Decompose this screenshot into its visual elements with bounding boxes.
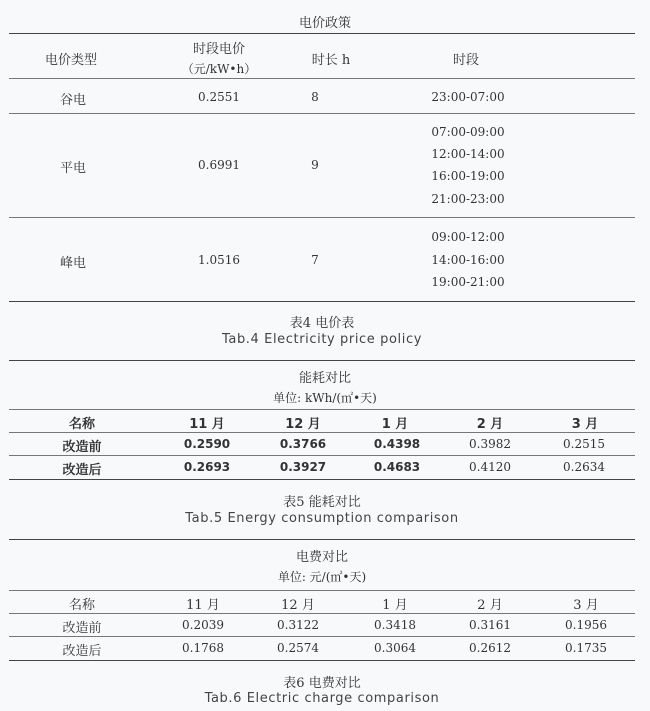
table4-cell-period: 23:00-07:00 xyxy=(431,90,505,104)
table4-cell-type: 谷电 xyxy=(59,93,87,108)
table4-cell-hours: 7 xyxy=(311,253,319,267)
table5-cell-value: 0.3766 xyxy=(279,437,327,451)
table5-cell-value: 0.2693 xyxy=(183,460,231,474)
table6-cell-value: 0.3122 xyxy=(277,618,319,632)
table6-cell-value: 0.3161 xyxy=(469,618,511,632)
table5-header-month: 11 月 xyxy=(189,417,225,432)
table6-cell-value: 0.1956 xyxy=(565,618,607,632)
table6-cell-value: 0.3418 xyxy=(374,618,416,632)
table4-cell-period: 12:00-14:00 xyxy=(431,147,505,161)
table4-rule-header xyxy=(9,78,635,79)
table4-cell-period: 14:00-16:00 xyxy=(431,253,505,267)
table6-header-month: 1 月 xyxy=(382,598,408,613)
table5-rule-row1 xyxy=(9,455,635,456)
table4-cell-price: 0.6991 xyxy=(198,158,240,172)
table5-header-month: 1 月 xyxy=(381,417,409,432)
table5-cell-value: 0.4683 xyxy=(373,460,421,474)
table4-header-period: 时段 xyxy=(452,53,480,68)
table6-cell-value: 0.1768 xyxy=(182,641,224,655)
table5-header-month: 2 月 xyxy=(476,417,504,432)
table6-rule-header-top xyxy=(9,590,635,591)
table6-cell-value: 0.3064 xyxy=(374,641,416,655)
table5-cell-value: 0.2590 xyxy=(183,437,231,451)
table5-header-month: 3 月 xyxy=(571,417,599,432)
table4-cell-type: 平电 xyxy=(59,161,87,176)
table6-caption-en: Tab.6 Electric charge comparison xyxy=(204,691,440,706)
table5-caption-zh: 表5 能耗对比 xyxy=(283,495,361,510)
table5-cell-value: 0.2515 xyxy=(563,437,605,451)
table4-cell-period: 09:00-12:00 xyxy=(431,230,505,244)
table5-rule-bottom xyxy=(9,479,635,480)
table5-header-month: 12 月 xyxy=(285,417,321,432)
table5-rule-header xyxy=(9,432,635,433)
table5-cell-value: 0.4398 xyxy=(373,437,421,451)
table4-header-type: 电价类型 xyxy=(44,53,98,68)
table6-cell-value: 0.1735 xyxy=(565,641,607,655)
table6-cell-value: 0.2574 xyxy=(277,641,319,655)
table4-cell-period: 16:00-19:00 xyxy=(431,169,505,183)
table4-cell-price: 1.0516 xyxy=(198,253,240,267)
table4-caption-zh: 表4 电价表 xyxy=(289,316,355,331)
table6-header-month: 12 月 xyxy=(281,598,315,613)
table4-cell-period: 19:00-21:00 xyxy=(431,275,505,289)
table4-header-price: 时段电价 xyxy=(192,42,246,57)
table5-rule-top xyxy=(9,360,635,361)
table6-header-month: 2 月 xyxy=(477,598,503,613)
table6-header-name: 名称 xyxy=(68,598,96,613)
table5-cell-name: 改造前 xyxy=(62,440,102,455)
table5-caption-en: Tab.5 Energy consumption comparison xyxy=(185,511,459,526)
table4-cell-type: 峰电 xyxy=(59,256,87,271)
table4-title: 电价政策 xyxy=(298,16,352,31)
table6-cell-value: 0.2612 xyxy=(469,641,511,655)
table5-cell-value: 0.2634 xyxy=(563,460,605,474)
table4-rule-row2 xyxy=(9,217,635,218)
table5-header-name: 名称 xyxy=(68,417,96,432)
table5-unit: 单位: kWh/(㎡•天) xyxy=(273,391,377,405)
table4-cell-period: 21:00-23:00 xyxy=(431,192,505,206)
table6-cell-name: 改造前 xyxy=(62,621,102,636)
table6-header-month: 3 月 xyxy=(573,598,599,613)
table6-unit: 单位: 元/(㎡•天) xyxy=(277,570,367,584)
table6-cell-name: 改造后 xyxy=(62,644,102,659)
table6-caption-zh: 表6 电费对比 xyxy=(283,676,361,691)
table5-cell-value: 0.3982 xyxy=(469,437,511,451)
table4-rule-bottom xyxy=(9,301,635,302)
table4-cell-period: 07:00-09:00 xyxy=(431,125,505,139)
table5-title: 能耗对比 xyxy=(298,371,352,386)
table6-rule-top xyxy=(9,539,635,540)
table4-rule-row1 xyxy=(9,113,635,114)
table6-cell-value: 0.2039 xyxy=(182,618,224,632)
table6-rule-bottom xyxy=(9,660,635,661)
table4-caption-en: Tab.4 Electricity price policy xyxy=(221,332,423,347)
table5-cell-value: 0.4120 xyxy=(469,460,511,474)
table6-rule-header xyxy=(9,613,635,614)
table4-header-hours: 时长 h xyxy=(311,53,351,68)
table4-rule-top xyxy=(9,33,635,34)
table5-cell-value: 0.3927 xyxy=(279,460,327,474)
table4-header-price-unit: （元/kW•h） xyxy=(181,62,257,76)
table5-rule-header-top xyxy=(9,409,635,410)
table4-cell-hours: 8 xyxy=(311,90,319,104)
table6-rule-row1 xyxy=(9,636,635,637)
table6-header-month: 11 月 xyxy=(186,598,220,613)
table4-cell-price: 0.2551 xyxy=(198,90,240,104)
table6-title: 电费对比 xyxy=(295,550,349,565)
table5-cell-name: 改造后 xyxy=(62,463,102,478)
table4-cell-hours: 9 xyxy=(311,158,319,172)
